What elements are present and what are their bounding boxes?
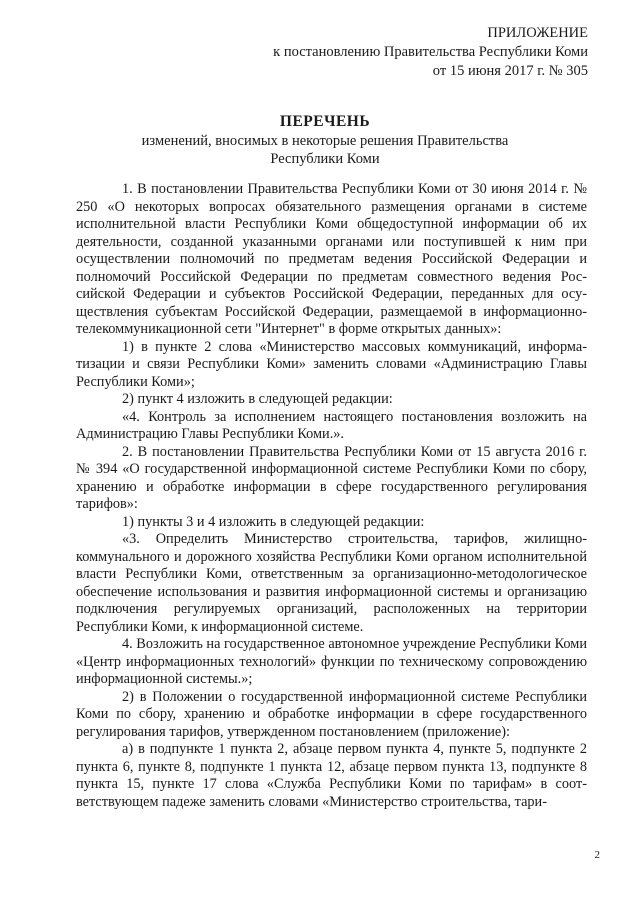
document-title: ПЕРЕЧЕНЬ (279, 113, 371, 130)
appendix-header (273, 24, 588, 81)
paragraph-2: 1) в пункте 2 слова «Министерство массовых коммуникаций, информатизации и связи Республики Коми» заменить словами «Администрацию Главы Республики Коми»; (76, 338, 587, 390)
paragraph-9: 2) в Положении о государственной информационной системе Республики Коми по сбору, хранению и обработке информации в сфере государственного регулирования тарифов, утвержденном постановлением (приложение): (76, 688, 587, 740)
title-block (60, 112, 590, 168)
appendix-date-number: от 15 июня 2017 г. № 305 (432, 63, 588, 79)
appendix-resolution-ref: к постановлению Правительства Республики Коми (273, 44, 588, 60)
document-subtitle-line-2: Республики Коми (270, 151, 380, 167)
document-subtitle-line-1: изменений, вносимых в некоторые решения Правительства (141, 133, 509, 149)
paragraph-8: 4. Возложить на государственное автономное учреждение Республики Коми «Центр информационных технологий» функции по техническому сопровождению информационной системы.»; (76, 636, 587, 687)
paragraph-10: а) в подпункте 1 пункта 2, абзаце первом пункта 4, пункте 5, подпункте 2 пункта 6, пункте 8, подпункте 1 пункта 12, абзаце первом пункта 13, подпункте 8 пункта 15, пункте 17 слова «Служба Республики Коми по тарифам» в соответствующем падеже заменить словами «Министерство строительства, тари- (76, 741, 587, 810)
document-body (76, 181, 587, 811)
paragraph-3: 2) пункт 4 изложить в следующей редакции: (122, 391, 393, 407)
paragraph-7: «3. Определить Министерство строительства, тарифов, жилищно-коммунального и дорожного хозяйства Республики Коми органом исполнительной власти Республики Коми, ответственным за организационно-методологическое обеспечение использования и развития информационной системы и организацию подключения регулируемых организаций, расположенных на территории Республики Коми, к информационной системе. (76, 531, 587, 635)
page-number: 2 (594, 849, 600, 861)
paragraph-5: 2. В постановлении Правительства Республики Коми от 15 августа 2016 г. № 394 «О государственной информационной системе Республики Коми по сбору, хранению и обработке информации в сфере государственного регулирования тарифов»: (76, 443, 587, 512)
paragraph-6: 1) пункты 3 и 4 изложить в следующей редакции: (122, 513, 425, 530)
paragraph-1: 1. В постановлении Правительства Республики Коми от 30 июня 2014 г. № 250 «О некоторых вопросах обязательного размещения органами в системе исполнительной власти Республики Коми общедоступной информации об их деятельности, созданной указанными органами или поступившей к ним при осуществлении полномочий по предметам ведения Российской Федерации и полномочий Российской Федерации по предметам совместного ведения Российской Федерации и субъектов Российской Федерации, переданных для осуществления субъектам Российской Федерации, размещаемой в информационно-телекоммуникационной сети "Интернет" в форме открытых данных»: (76, 181, 587, 337)
paragraph-4: «4. Контроль за исполнением настоящего постановления возложить на Администрацию Главы Республики Коми.». (76, 408, 587, 442)
appendix-label: ПРИЛОЖЕНИЕ (487, 25, 588, 41)
